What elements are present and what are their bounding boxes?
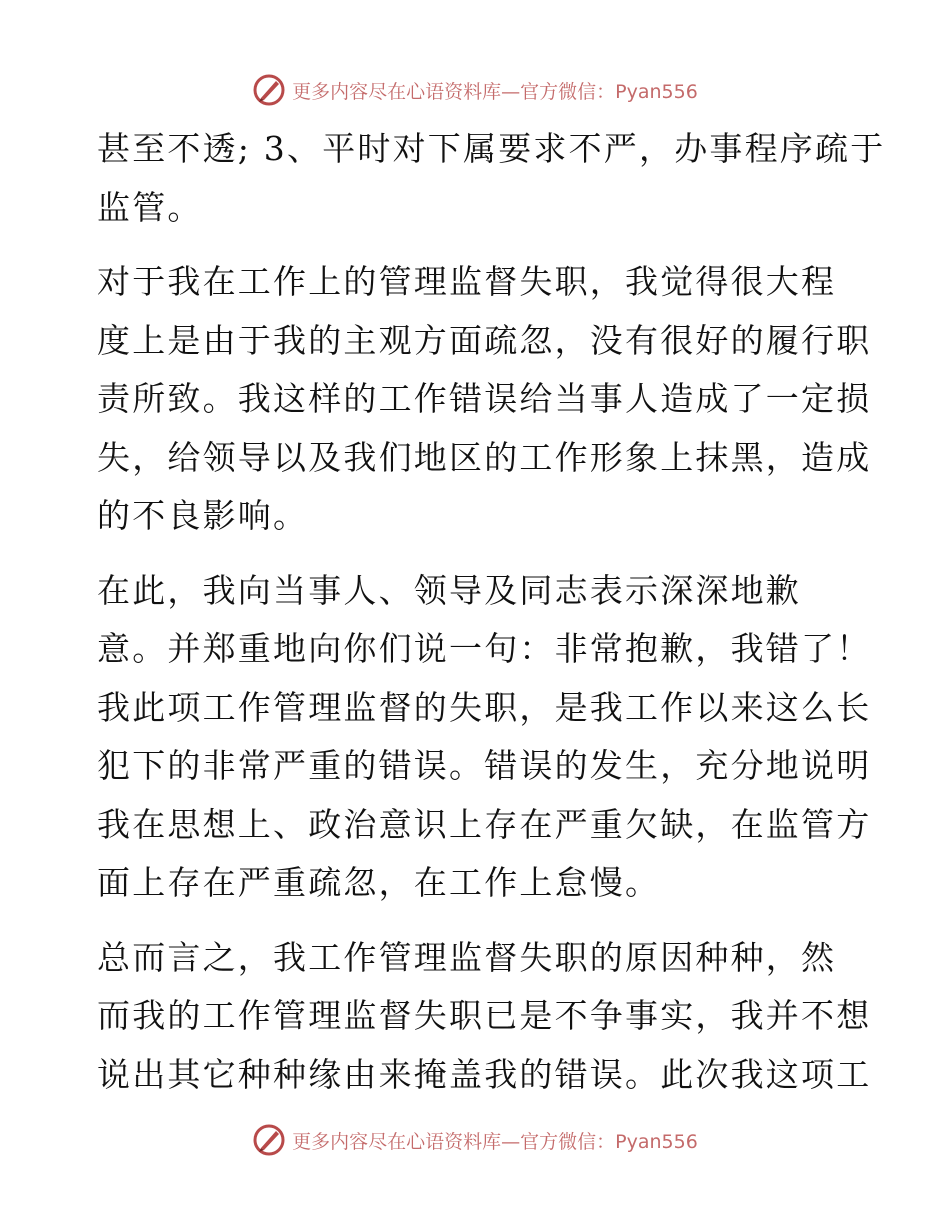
text-line: 失，给领导以及我们地区的工作形象上抹黑，造成 (97, 437, 872, 477)
quill-pen-logo-icon (252, 1123, 286, 1157)
paragraph (97, 562, 872, 913)
paragraph (97, 120, 886, 237)
text-line: 责所致。我这样的工作错误给当事人造成了一定损 (97, 379, 872, 418)
banner-wechat-id: Pyan556 (615, 1130, 698, 1153)
banner-text: 更多内容尽在心语资料库—官方微信： (292, 1130, 616, 1153)
text-line: 度上是由于我的主观方面疏忽，没有很好的履行职 (97, 320, 872, 360)
banner-wechat-id: Pyan556 (615, 80, 698, 103)
text-line: 在此，我向当事人、领导及同志表示深深地歉 (97, 570, 801, 610)
text-line: 总而言之，我工作管理监督失职的原因种种，然 (97, 937, 837, 977)
text-line: 监管。 (97, 187, 203, 227)
footer-banner (0, 1120, 950, 1160)
text-line: 我此项工作管理监督的失职，是我工作以来这么长 (97, 687, 872, 727)
document-body (97, 120, 886, 1120)
text-line: 面上存在严重疏忽，在工作上怠慢。 (97, 863, 661, 902)
quill-pen-logo-icon (252, 73, 286, 107)
text-line: 犯下的非常严重的错误。错误的发生，充分地说明 (97, 746, 872, 785)
text-line: 的不良影响。 (97, 496, 309, 535)
paragraph (97, 253, 872, 546)
text-line: 对于我在工作上的管理监督失职，我觉得很大程 (97, 262, 837, 301)
paragraph (97, 929, 872, 1105)
text-line: 甚至不透; 3、平时对下属要求不严，办事程序疏于 (97, 129, 886, 168)
text-line: 而我的工作管理监督失职已是不争事实，我并不想 (97, 996, 872, 1035)
header-banner (0, 70, 950, 110)
text-line: 意。并郑重地向你们说一句：非常抱歉，我错了！ (97, 629, 872, 668)
banner-text: 更多内容尽在心语资料库—官方微信： (292, 80, 616, 103)
text-line: 说出其它种种缘由来掩盖我的错误。此次我这项工 (97, 1054, 872, 1094)
text-line: 我在思想上、政治意识上存在严重欠缺，在监管方 (97, 804, 872, 844)
